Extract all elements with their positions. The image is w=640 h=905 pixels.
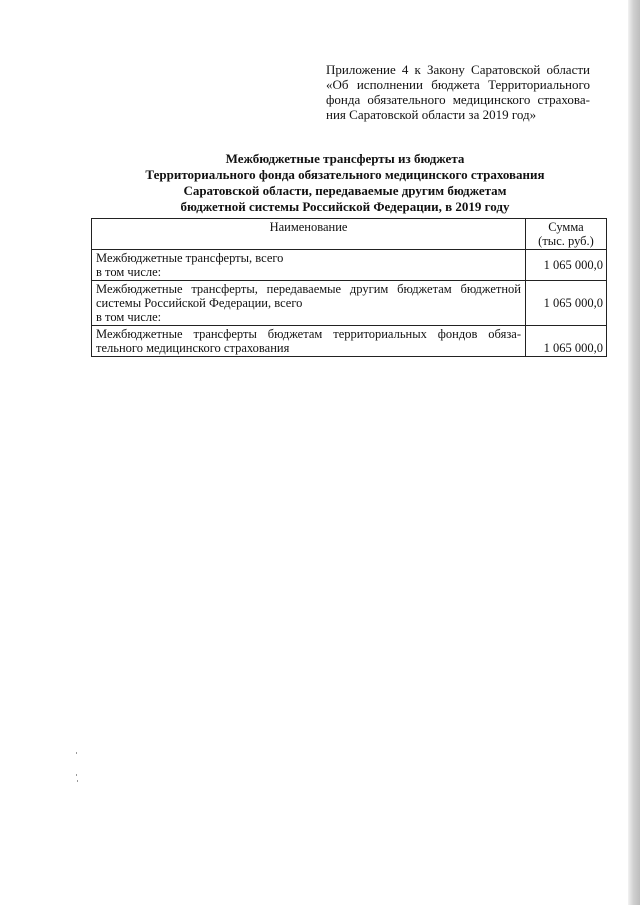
scan-speck (76, 752, 77, 754)
title-line: Саратовской области, передаваемые другим бюджетам (183, 183, 507, 198)
appendix-note (326, 62, 590, 122)
appendix-line: «Об исполнении бюджета Территориального (326, 77, 590, 92)
appendix-line: ния Саратовской области за 2019 год» (326, 107, 537, 122)
row-name-line: тельного медицинского страхования (96, 341, 290, 355)
header-sum-unit: (тыс. руб.) (538, 234, 594, 248)
row-name-line: Межбюджетные трансферты бюджетам территориальных фондов обяза- (96, 327, 521, 341)
row-name (92, 250, 526, 281)
table-row (92, 326, 607, 357)
header-sum (526, 219, 607, 250)
row-amount: 1 065 000,0 (526, 326, 607, 357)
row-name-line: в том числе: (96, 265, 162, 279)
transfers-table (91, 218, 607, 357)
title-line: Территориального фонда обязательного медицинского страхования (145, 167, 545, 182)
row-name-line: Межбюджетные трансферты, передаваемые другим бюджетам бюджетной (96, 282, 521, 296)
row-name-line: в том числе: (96, 310, 162, 324)
header-sum-label: Сумма (548, 220, 584, 234)
title-line: бюджетной системы Российской Федерации, в 2019 году (180, 199, 510, 214)
table-header-row (92, 219, 607, 250)
row-amount: 1 065 000,0 (526, 250, 607, 281)
row-amount: 1 065 000,0 (526, 281, 607, 326)
row-name (92, 281, 526, 326)
table-row (92, 281, 607, 326)
row-name (92, 326, 526, 357)
appendix-line: фонда обязательного медицинского страхова- (326, 92, 590, 107)
scan-speck (77, 780, 78, 782)
header-name (92, 219, 526, 250)
title-line: Межбюджетные трансферты из бюджета (225, 151, 465, 166)
row-name-line: Межбюджетные трансферты, всего (96, 251, 284, 265)
document-title (120, 151, 570, 215)
scan-edge-shadow (628, 0, 640, 905)
scan-speck (76, 774, 77, 776)
row-name-line: системы Российской Федерации, всего (96, 296, 303, 310)
table-row (92, 250, 607, 281)
header-name-label: Наименование (269, 220, 348, 234)
appendix-line: Приложение 4 к Закону Саратовской области (326, 62, 590, 77)
